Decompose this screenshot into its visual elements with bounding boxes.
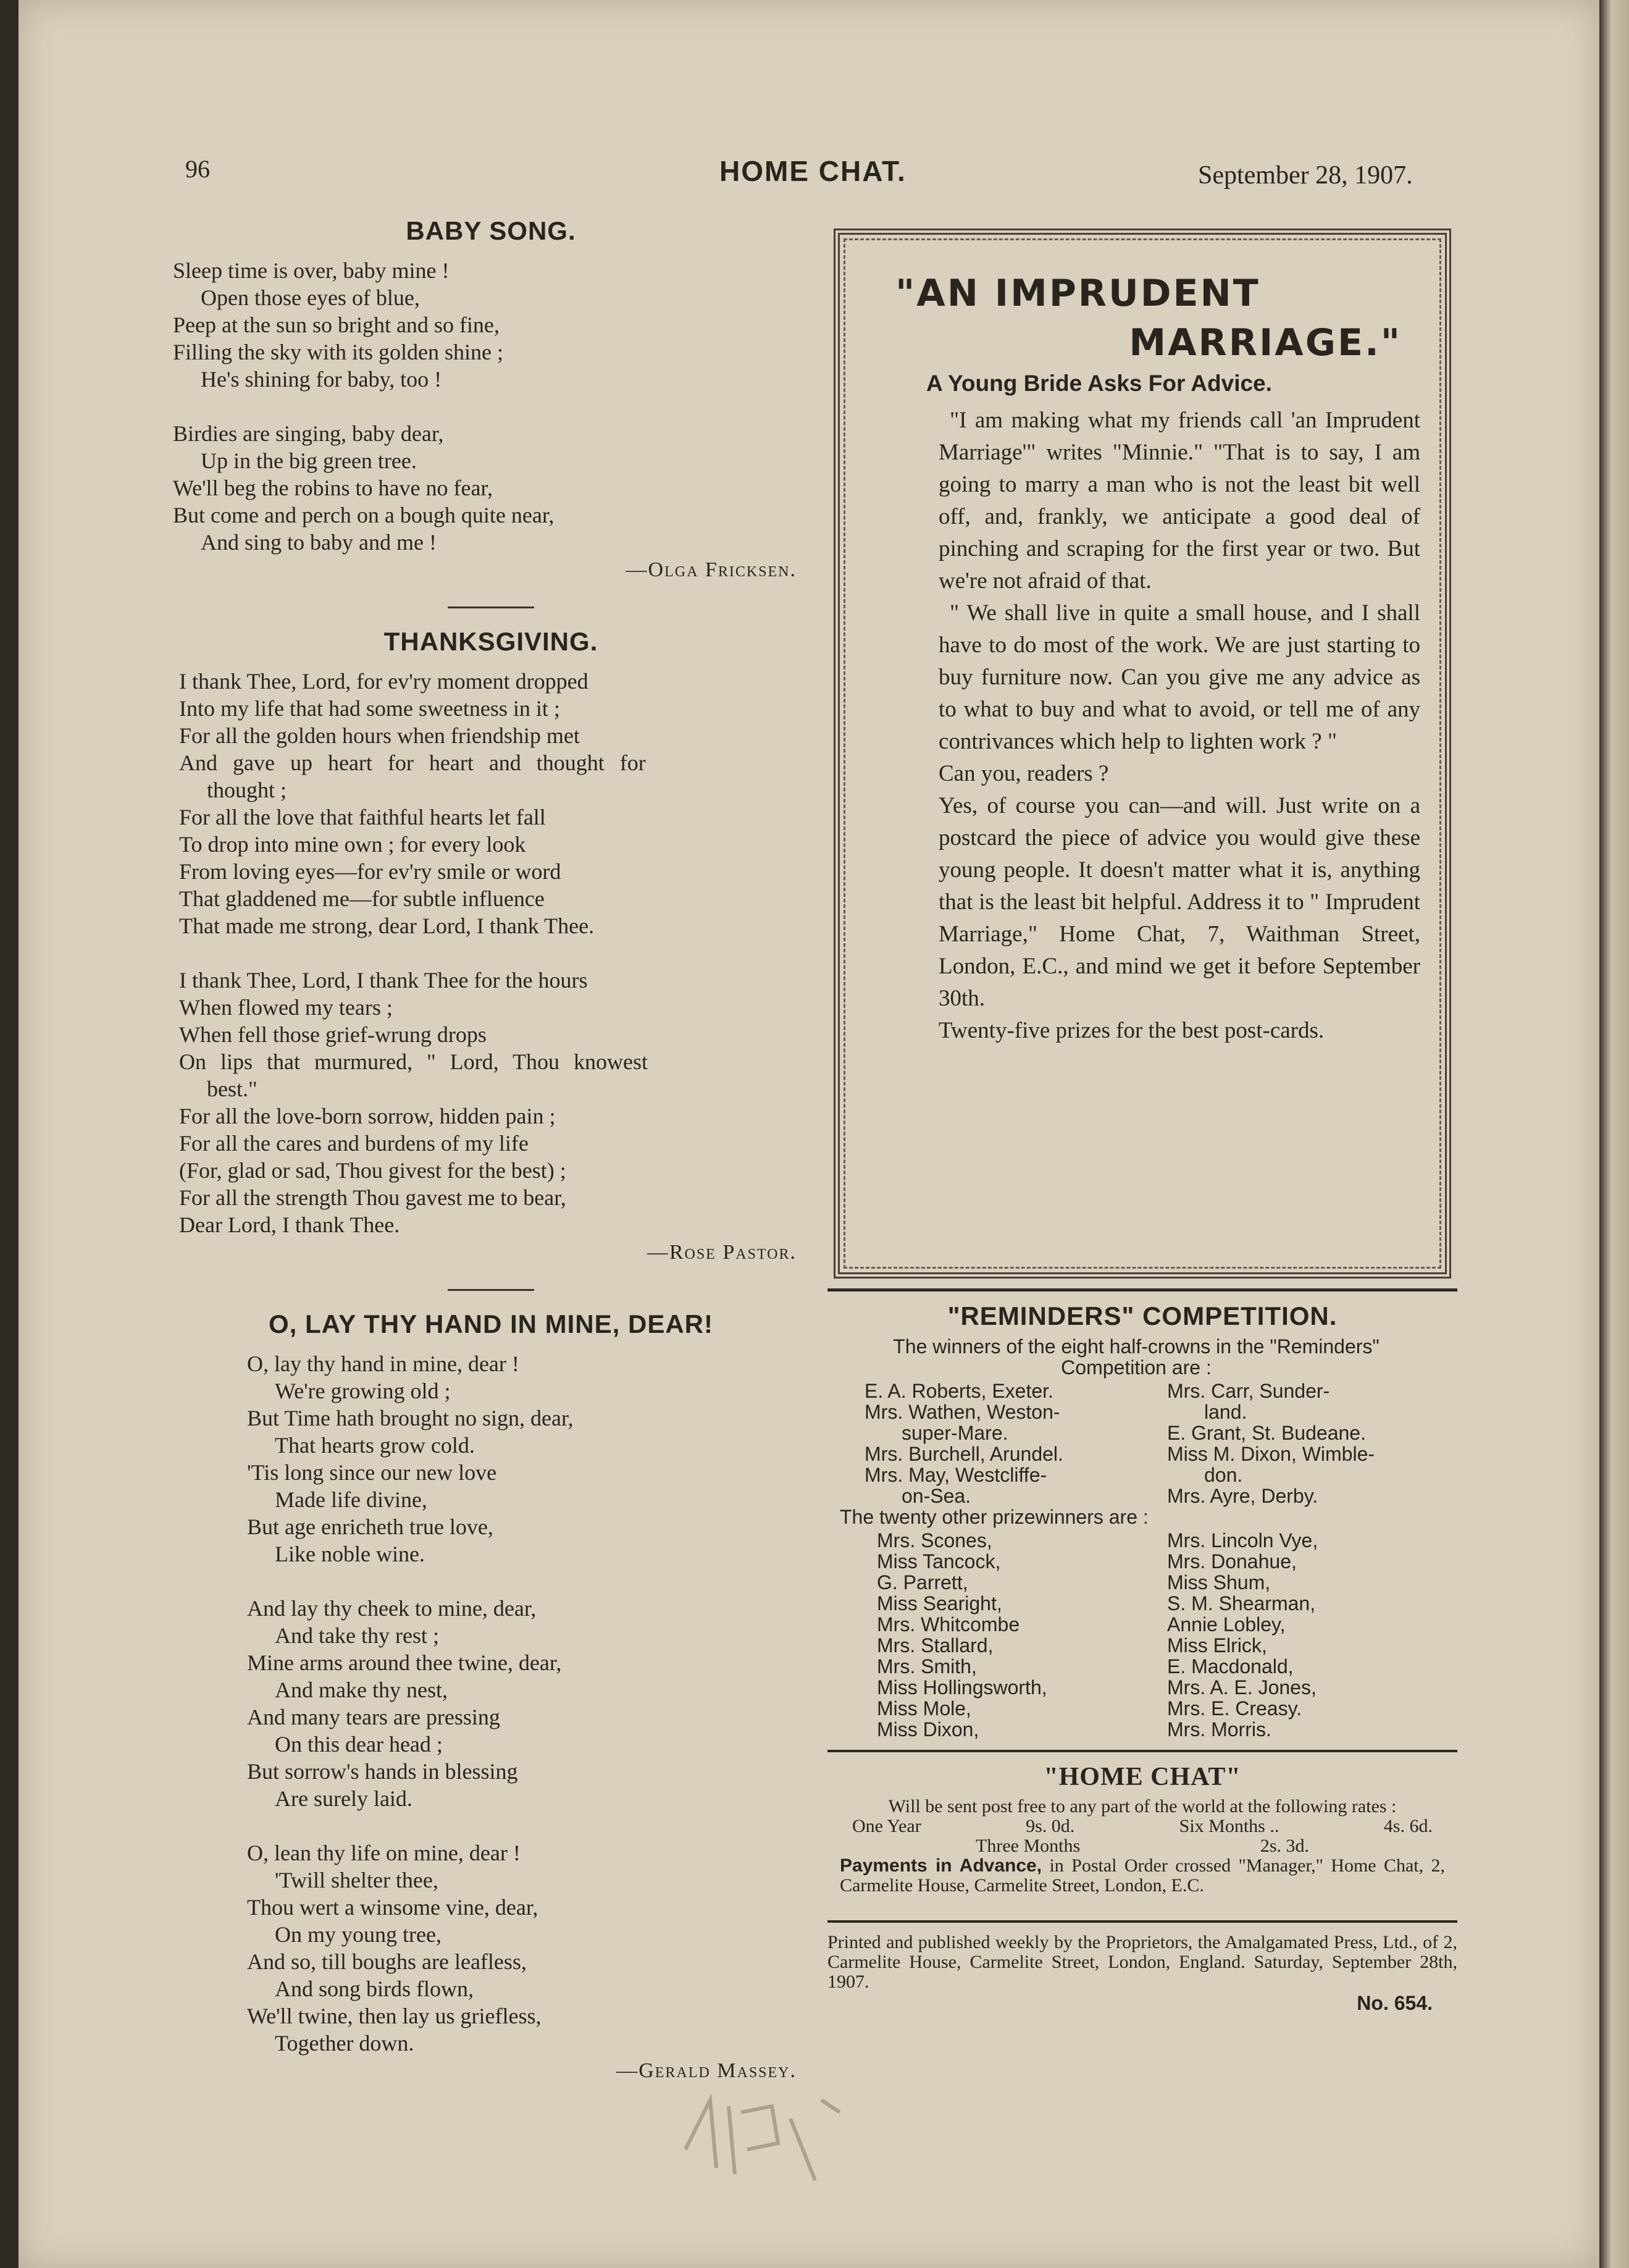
baby-song-poem — [173, 257, 809, 556]
poem-line: For all the cares and burdens of my life — [179, 1131, 529, 1156]
poem-author: —Gerald Massey. — [616, 2059, 797, 2082]
winner-name: Miss Dixon, — [877, 1718, 979, 1741]
poem-line: Sleep time is over, baby mine ! — [173, 258, 450, 283]
reminders-body — [827, 1336, 1457, 1740]
winner-name: Mrs. E. Creasy. — [1167, 1697, 1302, 1720]
winner-name: Annie Lobley, — [1167, 1613, 1286, 1636]
winner-name: on-Sea. — [902, 1485, 971, 1507]
poem-line: But come and perch on a bough quite near, — [173, 503, 555, 527]
article-paragraph: Twenty-five prizes for the best post-cards. — [939, 1018, 1325, 1043]
poem-line: best." — [207, 1077, 258, 1101]
winner-name: Mrs. Donahue, — [1167, 1550, 1297, 1573]
poem-line: Birdies are singing, baby dear, — [173, 421, 444, 446]
section-divider — [827, 1750, 1457, 1752]
winner-name: Miss Mole, — [877, 1697, 971, 1720]
subscription-title: "HOME CHAT" — [1044, 1763, 1241, 1791]
poem-line: Dear Lord, I thank Thee. — [179, 1212, 400, 1237]
poem-line: We'll beg the robins to have no fear, — [173, 476, 493, 500]
page-number: 96 — [185, 155, 210, 183]
poem-line: On my young tree, — [275, 1922, 442, 1947]
imprint-text: Printed and published weekly by the Proprietors, the Amalgamated Press, Ltd., of 2, Carmelite House, Carmelite Street, London, England. Saturday, September 28th, 1907. — [827, 1932, 1457, 1992]
reminders-title: "REMINDERS" COMPETITION. — [947, 1301, 1338, 1330]
rate-label: Six Months .. — [1179, 1816, 1279, 1836]
subscription-rates — [827, 1816, 1457, 1836]
poem-line: But age enricheth true love, — [247, 1514, 493, 1539]
winner-name: Miss Elrick, — [1167, 1634, 1267, 1657]
imprudent-title-line2: MARRIAGE." — [1129, 321, 1402, 364]
thanksgiving-poem — [179, 668, 809, 1238]
poem-stanza — [179, 668, 809, 939]
section-divider — [827, 1288, 1457, 1292]
winner-name: Mrs. A. E. Jones, — [1167, 1676, 1317, 1699]
poem-line: Into my life that had some sweetness in it ; — [179, 696, 560, 721]
article-paragraph: Yes, of course you can—and will. Just write on a postcard the piece of advice you would give these young people. It doesn't matter what it is, anything that is the least bit helpful. Address it to " Imprudent Marriage," Home Chat, 7, Waithman Street, London, E.C., and mind we get it before September 30th. — [939, 793, 1420, 1011]
poem-line: And make thy nest, — [275, 1678, 448, 1702]
poem-stanza — [247, 1839, 809, 2057]
poem-line: Open those eyes of blue, — [201, 285, 420, 310]
winner-name: Miss Hollingsworth, — [877, 1676, 1047, 1699]
poem-line: Thou wert a winsome vine, dear, — [247, 1895, 538, 1920]
poem-line: On this dear head ; — [275, 1732, 443, 1757]
newspaper-page — [19, 0, 1599, 2268]
winner-name: E. Macdonald, — [1167, 1655, 1294, 1678]
winner-name: don. — [1204, 1464, 1243, 1486]
winner-name: Miss M. Dixon, Wimble- — [1167, 1443, 1375, 1465]
reminders-intro: The winners of the eight half-crowns in the "Reminders" Competition are : — [893, 1335, 1380, 1379]
payments-text: in Postal Order crossed "Manager," Home Chat, 2, Carmelite House, Carmelite Street, London, E.C. — [840, 1855, 1446, 1896]
section-divider — [448, 1289, 534, 1291]
poem-line: Together down. — [275, 2031, 414, 2056]
poem-line: Mine arms around thee twine, dear, — [247, 1650, 562, 1675]
thanksgiving-title: THANKSGIVING. — [383, 627, 598, 656]
winner-name: Miss Tancock, — [877, 1550, 1001, 1573]
winner-name: Mrs. Whitcombe — [877, 1613, 1020, 1636]
poem-line: And so, till boughs are leafless, — [247, 1949, 527, 1974]
poem-line: O, lean thy life on mine, dear ! — [247, 1841, 521, 1865]
poem-line: Filling the sky with its golden shine ; — [173, 340, 504, 364]
imprudent-body — [939, 405, 1420, 1047]
poem-line: I thank Thee, Lord, for ev'ry moment dropped — [179, 669, 588, 694]
poem-line: He's shining for baby, too ! — [201, 367, 442, 392]
payments-bold: Payments in Advance, — [840, 1855, 1042, 1876]
winner-name: Mrs. Burchell, Arundel. — [865, 1443, 1063, 1465]
payments-note — [827, 1856, 1457, 1896]
poem-line: Made life divine, — [275, 1487, 427, 1512]
winner-name: Miss Shum, — [1167, 1571, 1271, 1594]
poem-line: From loving eyes—for ev'ry smile or word — [179, 859, 561, 884]
winners-column-left — [865, 1380, 1149, 1506]
poem-line: For all the strength Thou gavest me to bear, — [179, 1185, 566, 1210]
poem-line: And many tears are pressing — [247, 1705, 500, 1729]
poem-line: And gave up heart for heart and thought for — [179, 750, 646, 775]
section-divider — [827, 1920, 1457, 1923]
poem-line: That made me strong, dear Lord, I thank Thee. — [179, 914, 595, 938]
winner-name: Mrs. May, Westcliffe- — [865, 1464, 1047, 1486]
poem-line: Are surely laid. — [275, 1786, 412, 1811]
poem-line: On lips that murmured, " Lord, Thou knowest — [179, 1049, 648, 1074]
poem-line: For all the love that faithful hearts let fall — [179, 805, 546, 830]
issue-date: September 28, 1907. — [1198, 161, 1413, 190]
winner-name: Mrs. Carr, Sunder- — [1167, 1380, 1330, 1402]
winner-name: Miss Searight, — [877, 1592, 1002, 1615]
page-header — [19, 154, 1599, 198]
winner-name: Mrs. Stallard, — [877, 1634, 994, 1657]
left-column — [173, 210, 809, 2083]
half-crown-winners — [827, 1380, 1457, 1506]
poem-line: And lay thy cheek to mine, dear, — [247, 1596, 537, 1621]
rate-price: 4s. 6d. — [1383, 1816, 1433, 1836]
winner-name: Mrs. Smith, — [877, 1655, 977, 1678]
library-stamp-mark — [673, 2081, 852, 2186]
rate-price: 9s. 0d. — [1026, 1816, 1075, 1836]
poem-line: O, lay thy hand in mine, dear ! — [247, 1351, 519, 1376]
poem-line: But Time hath brought no sign, dear, — [247, 1406, 574, 1430]
poem-line: We'll twine, then lay us griefless, — [247, 2004, 542, 2028]
poem-line: And song birds flown, — [275, 1976, 474, 2001]
imprudent-title-line1: "AN IMPRUDENT — [895, 272, 1260, 315]
lay-thy-hand-poem — [247, 1350, 809, 2057]
section-divider — [448, 607, 534, 608]
right-column — [827, 229, 1457, 2015]
winner-name: Mrs. Wathen, Weston- — [865, 1401, 1060, 1423]
poem-author: —Rose Pastor. — [647, 1241, 797, 1264]
rate-price: 2s. 3d. — [1260, 1836, 1309, 1856]
article-paragraph: Can you, readers ? — [939, 761, 1109, 786]
imprint — [827, 1933, 1457, 1992]
poem-line: And take thy rest ; — [275, 1623, 439, 1648]
poem-line: For all the love-born sorrow, hidden pain ; — [179, 1104, 556, 1128]
winner-name: super-Mare. — [902, 1422, 1008, 1444]
winner-name: Mrs. Ayre, Derby. — [1167, 1485, 1318, 1507]
subscription-info — [827, 1797, 1457, 1896]
poem-line: I thank Thee, Lord, I thank Thee for the hours — [179, 968, 588, 993]
poem-stanza — [173, 420, 809, 556]
poem-line: Up in the big green tree. — [201, 448, 417, 473]
article-paragraph: " We shall live in quite a small house, and I shall have to do most of the work. We are just starting to buy furniture now. Can you give me any advice as to what to buy and what to avoid, or tell me of any contrivances which help to lighten work ? " — [939, 600, 1420, 754]
poem-line: 'Tis long since our new love — [247, 1460, 497, 1485]
poem-line: When flowed my tears ; — [179, 995, 393, 1020]
winner-name: Mrs. Lincoln Vye, — [1167, 1529, 1318, 1552]
winner-name: E. A. Roberts, Exeter. — [865, 1380, 1053, 1402]
poem-line: Peep at the sun so bright and so fine, — [173, 313, 500, 337]
poem-line: And sing to baby and me ! — [201, 530, 437, 555]
publication-title: HOME CHAT. — [719, 155, 907, 187]
poem-line: We're growing old ; — [275, 1379, 451, 1403]
other-winners — [827, 1530, 1457, 1740]
issue-number: No. 654. — [1357, 1992, 1433, 2014]
poem-line: When fell those grief-wrung drops — [179, 1022, 487, 1047]
winner-name: Mrs. Morris. — [1167, 1718, 1271, 1741]
winner-name: Mrs. Scones, — [877, 1529, 992, 1552]
subscription-line: Will be sent post free to any part of the world at the following rates : — [888, 1796, 1397, 1816]
winners-column-left — [865, 1530, 1161, 1740]
rate-label: One Year — [852, 1816, 921, 1836]
winners-column-right — [1167, 1530, 1451, 1740]
poem-author: —Olga Fricksen. — [626, 558, 797, 581]
winner-name: G. Parrett, — [877, 1571, 968, 1594]
poem-line: For all the golden hours when friendship met — [179, 723, 580, 748]
poem-line: thought ; — [207, 778, 287, 802]
imprudent-marriage-box — [834, 229, 1451, 1279]
winner-name: E. Grant, St. Budeane. — [1167, 1422, 1366, 1444]
poem-line: To drop into mine own ; for every look — [179, 832, 526, 857]
poem-stanza — [247, 1595, 809, 1812]
winner-name: S. M. Shearman, — [1167, 1592, 1316, 1615]
poem-stanza — [173, 257, 809, 393]
reminders-intro-2: The twenty other prizewinners are : — [840, 1506, 1149, 1528]
lay-thy-hand-title: O, LAY THY HAND IN MINE, DEAR! — [269, 1309, 713, 1338]
poem-line: But sorrow's hands in blessing — [247, 1759, 518, 1784]
poem-line: (For, glad or sad, Thou givest for the best) ; — [179, 1158, 566, 1183]
next-page-edge — [1599, 0, 1629, 2268]
poem-stanza — [179, 967, 809, 1238]
poem-stanza — [247, 1350, 809, 1568]
winner-name: land. — [1204, 1401, 1247, 1423]
subscription-rates — [827, 1836, 1457, 1856]
poem-line: That gladdened me—for subtle influence — [179, 886, 545, 911]
winners-column-right — [1167, 1380, 1451, 1506]
poem-line: That hearts grow cold. — [275, 1433, 475, 1458]
imprudent-subtitle: A Young Bride Asks For Advice. — [926, 371, 1272, 396]
poem-line: Like noble wine. — [275, 1542, 425, 1566]
baby-song-title: BABY SONG. — [406, 216, 576, 245]
article-paragraph: "I am making what my friends call 'an Imprudent Marriage'" writes "Minnie." "That is to say, I am going to marry a man who is not the least bit well off, and, frankly, we anticipate a good deal of pinching and scraping for the first year or two. But we're not afraid of that. — [939, 408, 1420, 594]
rate-label: Three Months — [976, 1836, 1081, 1856]
poem-line: 'Twill shelter thee, — [275, 1868, 438, 1892]
